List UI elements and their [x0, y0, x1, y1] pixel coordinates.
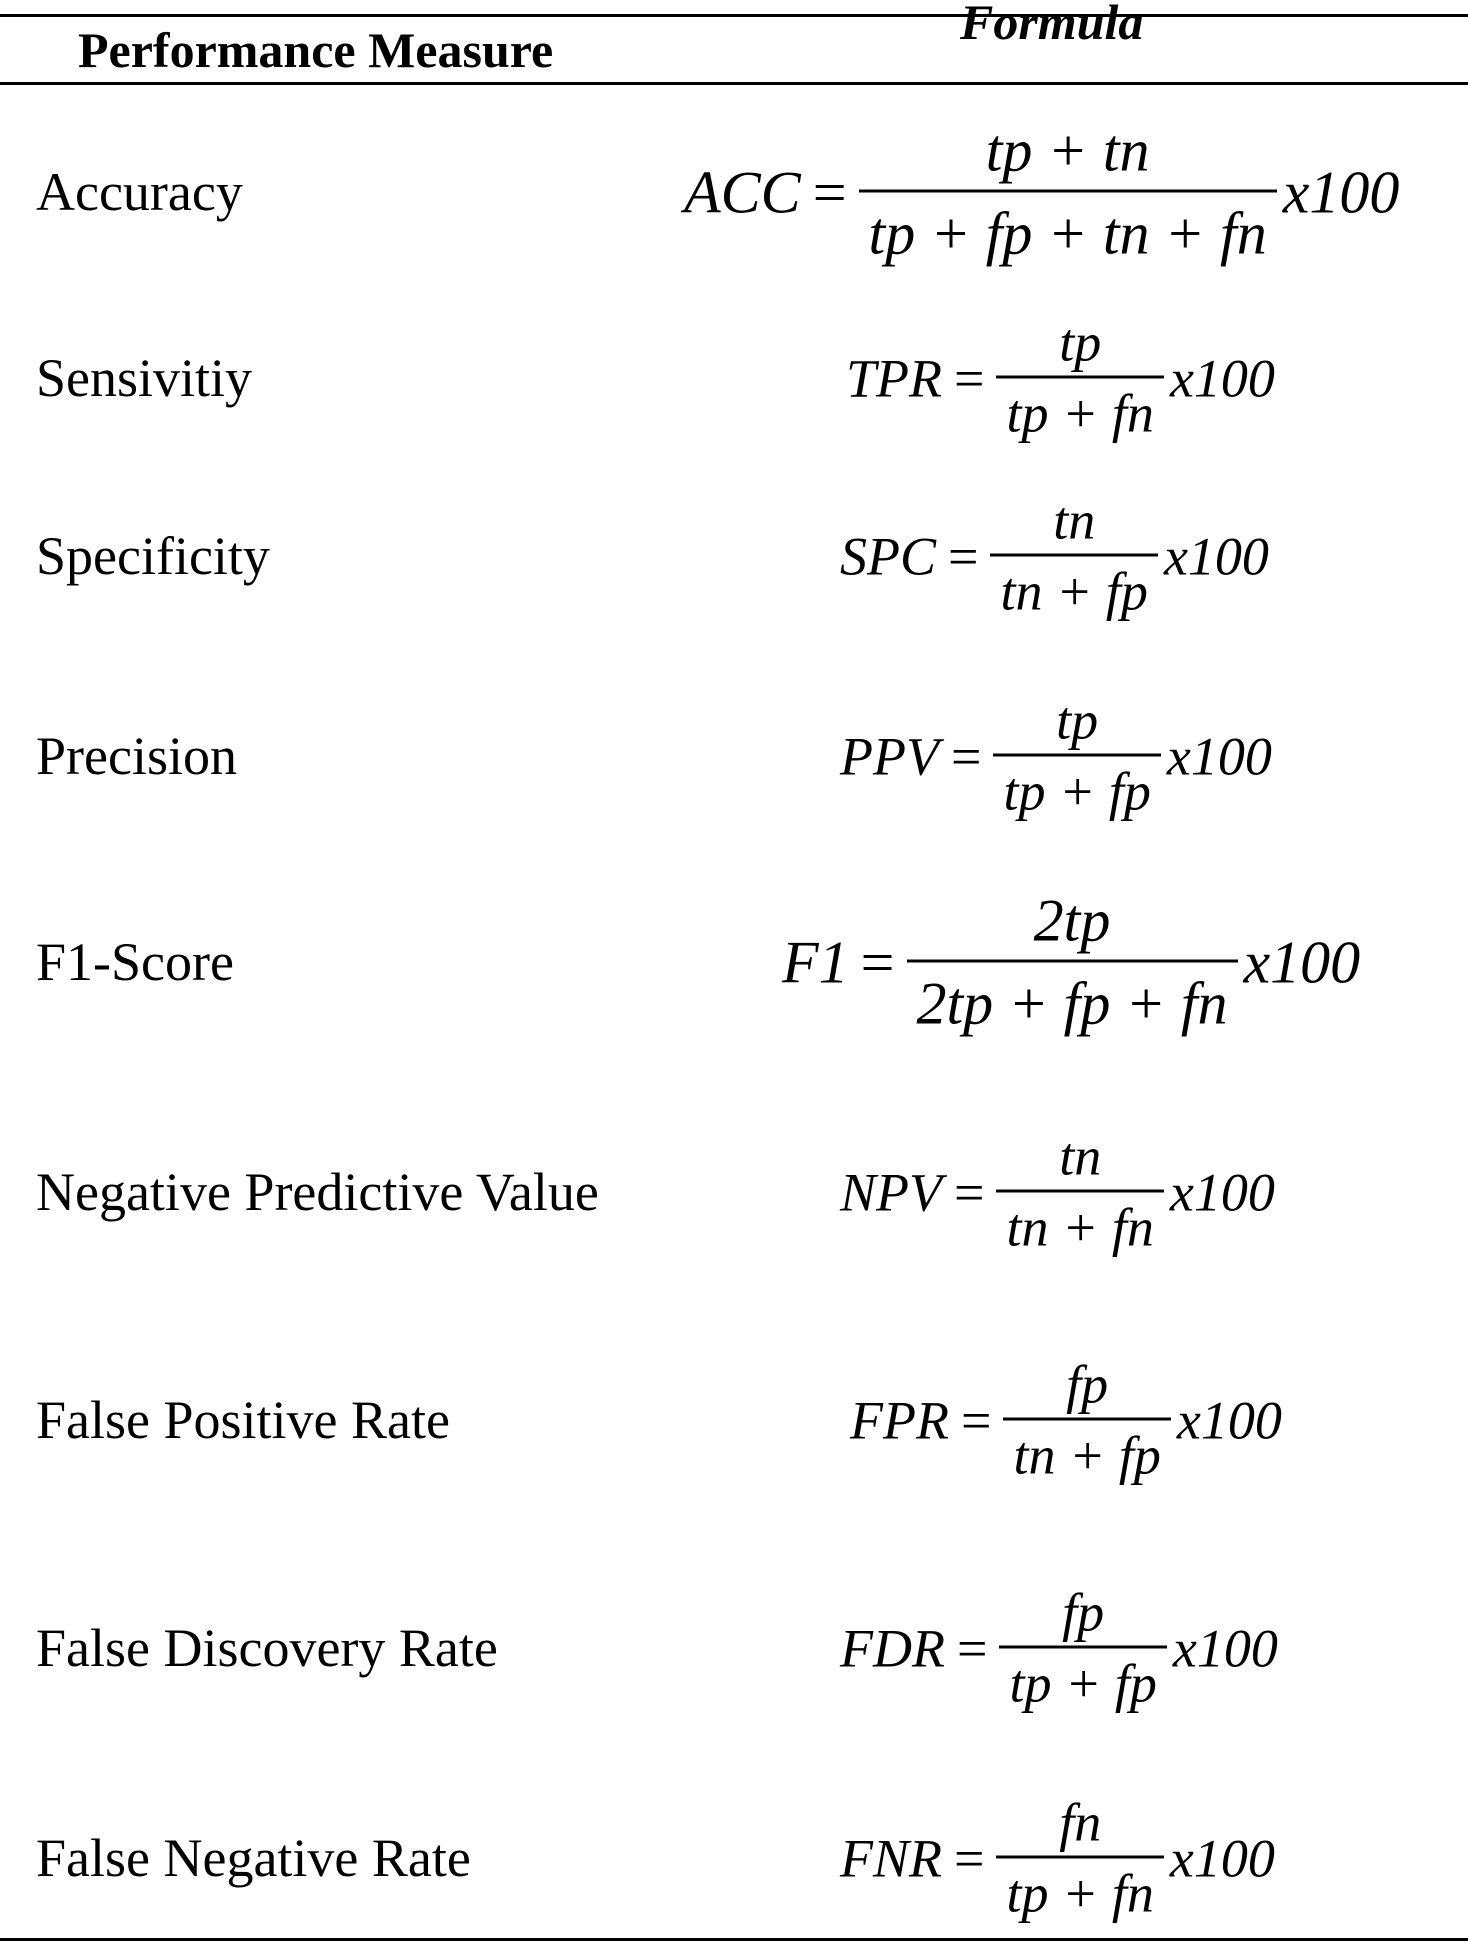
fraction-bar: [993, 754, 1160, 757]
formula-denominator: tp + fp: [1009, 1653, 1157, 1714]
fraction-bar: [996, 1856, 1163, 1859]
formula-numerator: tp: [1056, 690, 1099, 751]
formula-multiplier: x100: [1169, 348, 1275, 408]
formula-fraction: [996, 314, 1163, 443]
formula-equals: =: [950, 726, 982, 786]
fraction-bar: [996, 376, 1163, 379]
formula-denominator: tn + fp: [1013, 1425, 1161, 1486]
formula-denominator: tp + fp + tn + fn: [868, 200, 1267, 267]
measure-specificity: Specificity: [36, 526, 270, 586]
formula-fraction: [1003, 1356, 1170, 1485]
formula-negative-predictive-value: [840, 1128, 1275, 1257]
formula-lhs: PPV: [840, 726, 939, 786]
formula-denominator: tn + fn: [1006, 1197, 1154, 1258]
formula-accuracy: [684, 118, 1399, 267]
formula-equals: =: [954, 1828, 985, 1888]
measure-precision: Precision: [36, 726, 237, 786]
header-performance-measure: Performance Measure: [78, 22, 554, 78]
formula-numerator: tn: [1059, 1126, 1102, 1187]
formula-multiplier: x100: [1176, 1390, 1282, 1450]
formula-fraction: [993, 692, 1160, 821]
formula-sensitivity: [846, 314, 1275, 443]
formula-multiplier: x100: [1243, 929, 1361, 995]
formula-denominator: tn + fp: [1000, 561, 1148, 622]
formula-fraction: [996, 1128, 1163, 1257]
formula-lhs: FPR: [850, 1390, 949, 1450]
formula-fraction: [990, 492, 1157, 621]
formula-multiplier: x100: [1172, 1618, 1278, 1678]
measure-sensitivity: Sensivitiy: [36, 348, 253, 408]
formula-numerator: tp: [1059, 312, 1102, 373]
formula-false-negative-rate: [840, 1794, 1275, 1923]
formula-denominator: tp + fp: [1003, 761, 1151, 822]
measure-f1-score: F1-Score: [36, 932, 234, 992]
fraction-bar: [996, 1190, 1163, 1193]
table-header-rule: [0, 82, 1468, 85]
measure-false-negative-rate: False Negative Rate: [36, 1828, 471, 1888]
formula-multiplier: x100: [1169, 1162, 1275, 1222]
formula-multiplier: x100: [1169, 1828, 1275, 1888]
formula-multiplier: x100: [1166, 726, 1272, 786]
formula-f1-score: [782, 888, 1360, 1037]
formula-lhs: NPV: [840, 1162, 942, 1222]
fraction-bar: [907, 960, 1238, 963]
formula-numerator: fp: [1066, 1354, 1109, 1415]
formula-fraction: [859, 118, 1277, 267]
formula-multiplier: x100: [1282, 159, 1400, 225]
formula-fraction: [907, 888, 1238, 1037]
formula-fraction: [999, 1584, 1166, 1713]
formula-false-positive-rate: [850, 1356, 1282, 1485]
formula-denominator: tp + fn: [1006, 383, 1154, 444]
header-formula: Formula: [960, 0, 1144, 50]
fraction-bar: [1003, 1418, 1170, 1421]
measure-false-discovery-rate: False Discovery Rate: [36, 1618, 498, 1678]
formula-lhs: FNR: [840, 1828, 942, 1888]
fraction-bar: [999, 1646, 1166, 1649]
formula-equals: =: [860, 929, 895, 995]
measure-accuracy: Accuracy: [36, 162, 243, 222]
formula-specificity: [840, 492, 1269, 621]
formula-lhs: FDR: [840, 1618, 945, 1678]
formula-equals: =: [954, 1162, 985, 1222]
formula-precision: [840, 692, 1272, 821]
formula-equals: =: [954, 348, 985, 408]
formula-numerator: tn: [1053, 490, 1096, 551]
formula-equals: =: [812, 159, 847, 225]
formula-equals: =: [960, 1390, 992, 1450]
measure-false-positive-rate: False Positive Rate: [36, 1390, 450, 1450]
formula-lhs: TPR: [846, 348, 943, 408]
table-top-rule: [0, 14, 1468, 17]
table-bottom-rule: [0, 1938, 1468, 1941]
formula-numerator: fn: [1059, 1792, 1102, 1853]
formula-multiplier: x100: [1163, 526, 1269, 586]
formula-lhs: ACC: [684, 159, 801, 225]
formula-denominator: tp + fn: [1006, 1863, 1154, 1924]
formula-equals: =: [956, 1618, 988, 1678]
fraction-bar: [859, 190, 1277, 193]
formula-lhs: F1: [782, 929, 849, 995]
formula-numerator: fp: [1062, 1582, 1105, 1643]
formula-lhs: SPC: [840, 526, 937, 586]
fraction-bar: [990, 554, 1157, 557]
formula-equals: =: [948, 526, 979, 586]
formula-denominator: 2tp + fp + fn: [916, 970, 1228, 1037]
measure-negative-predictive-value: Negative Predictive Value: [36, 1162, 599, 1222]
formula-false-discovery-rate: [840, 1584, 1278, 1713]
formula-numerator: tp + tn: [985, 117, 1150, 184]
formula-fraction: [996, 1794, 1163, 1923]
formula-numerator: 2tp: [1033, 887, 1111, 954]
